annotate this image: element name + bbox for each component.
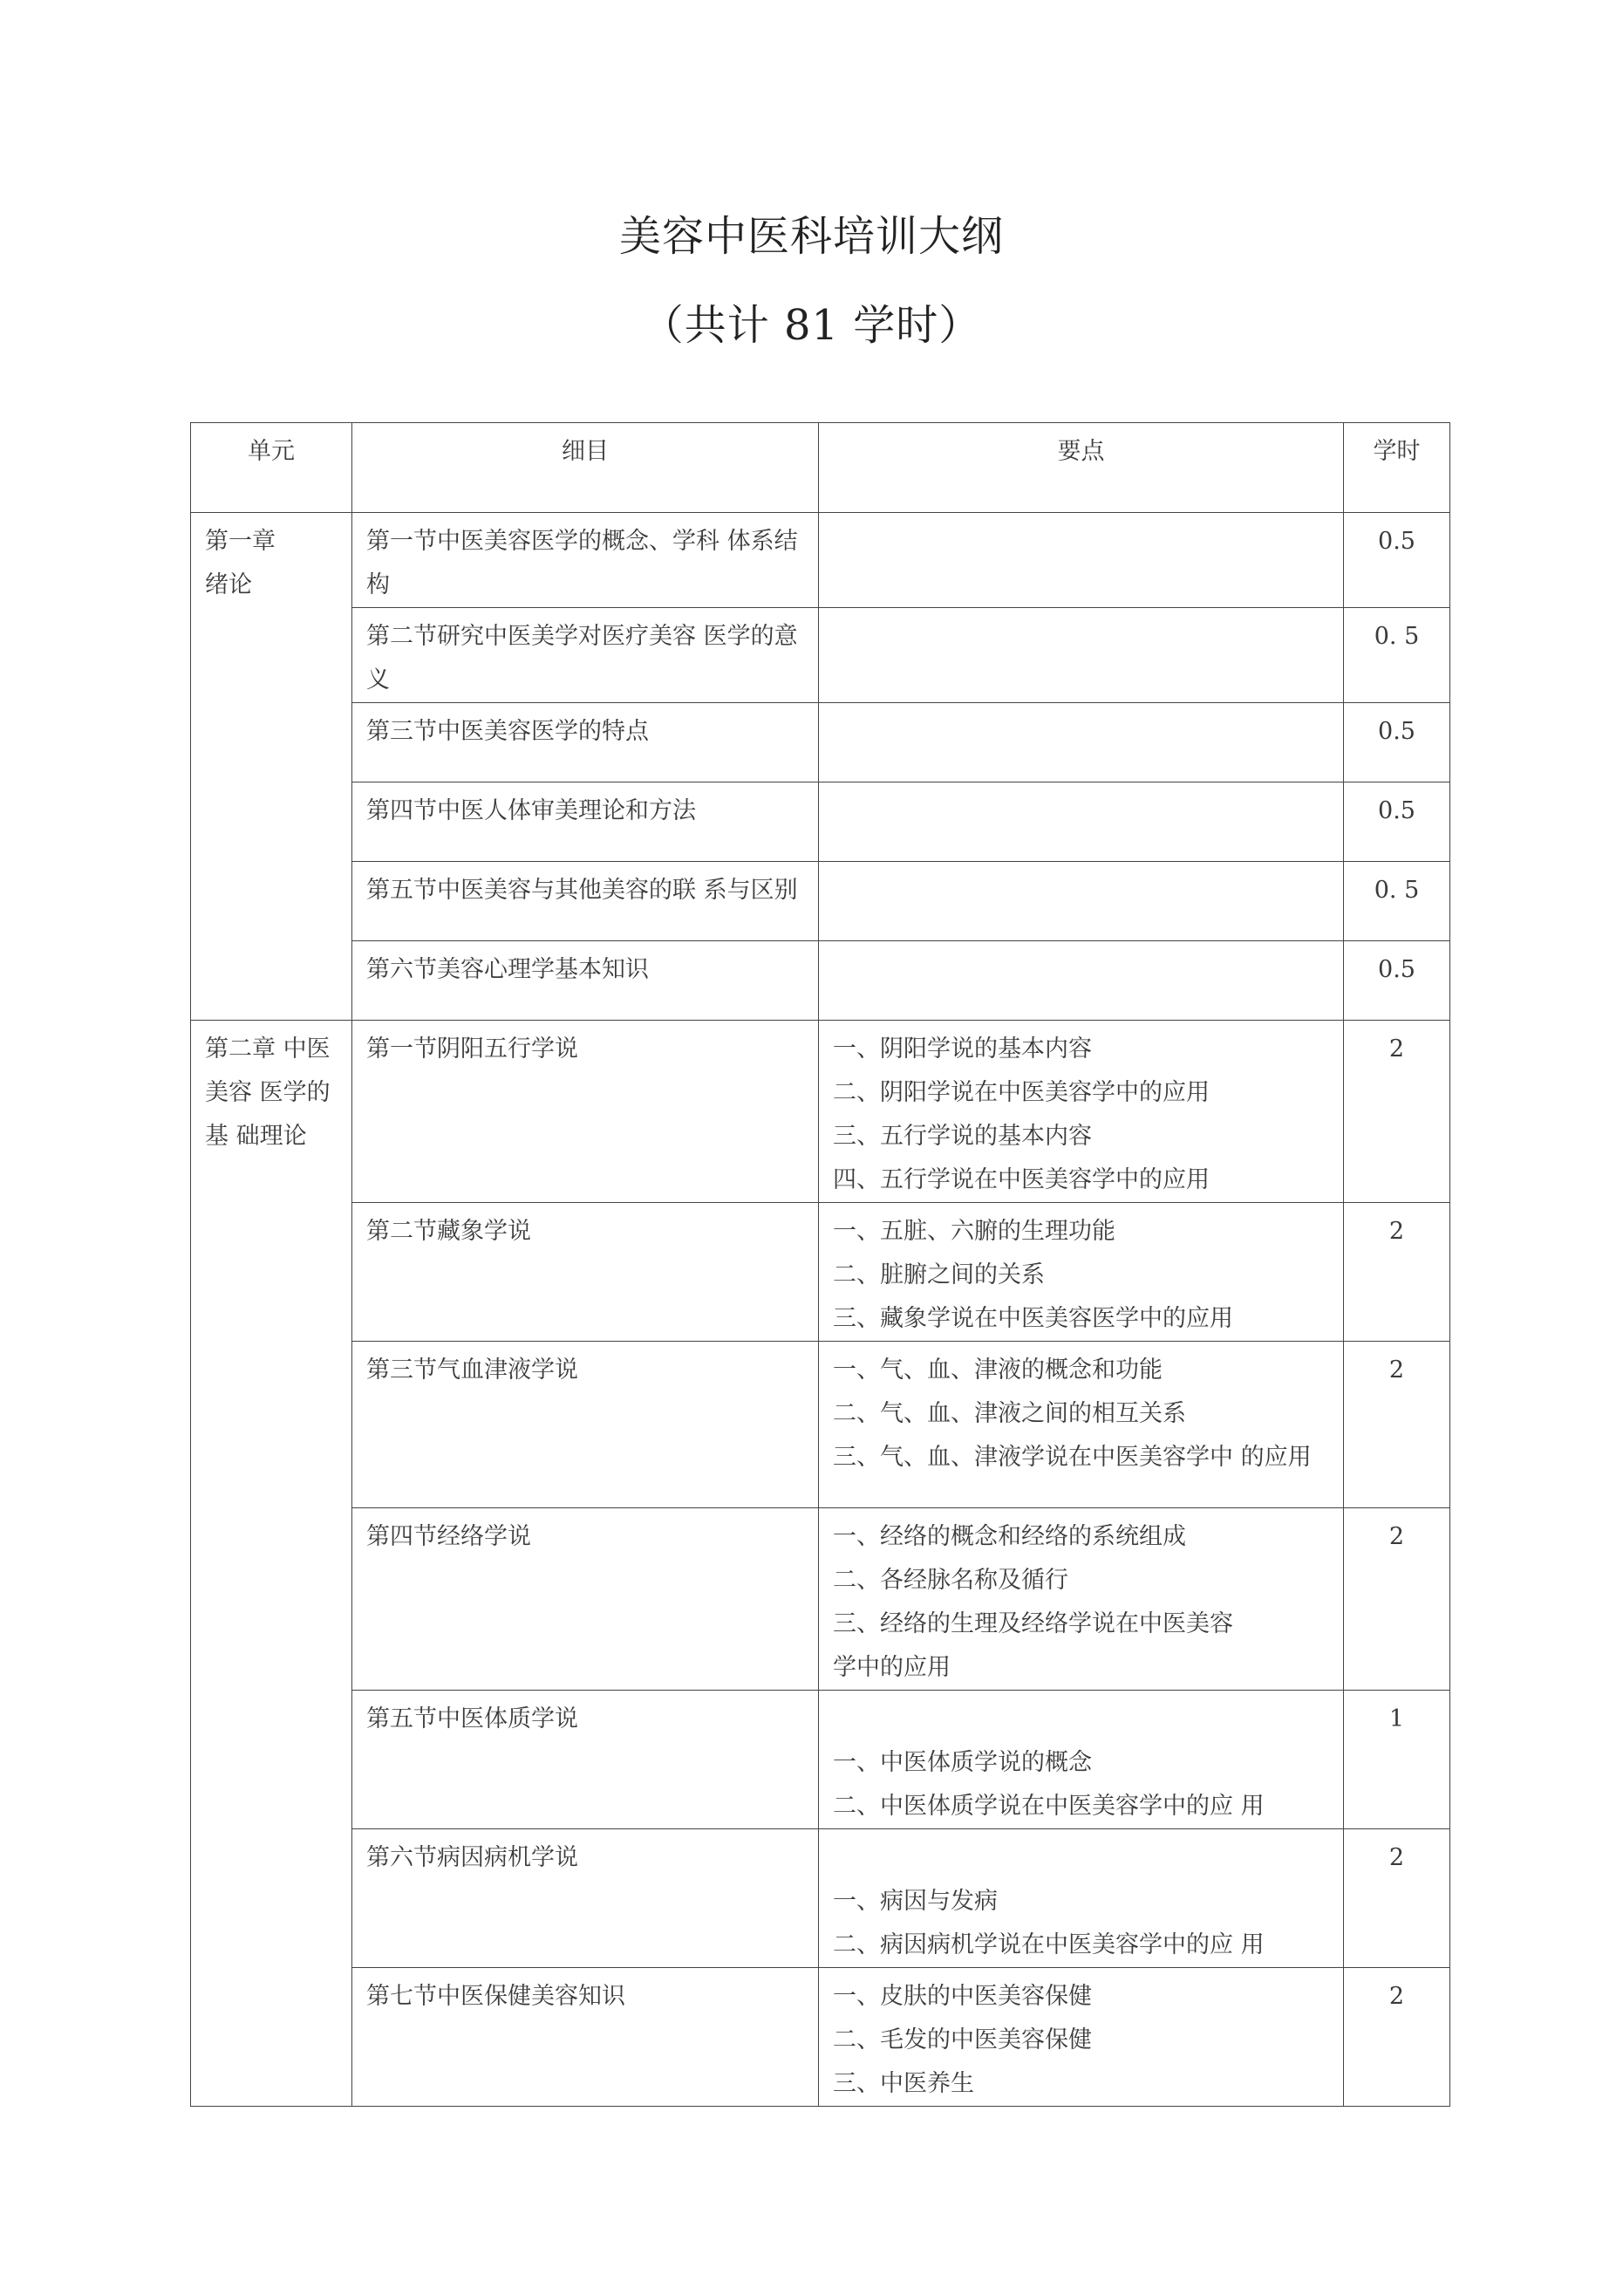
table-row bbox=[191, 703, 1450, 782]
item-cell: 第三节中医美容医学的特点 bbox=[352, 703, 819, 782]
table-row bbox=[191, 782, 1450, 862]
point-line: 一、经络的概念和经络的系统组成 bbox=[833, 1523, 1186, 1550]
hours-cell: 2 bbox=[1344, 1342, 1450, 1508]
points-cell bbox=[819, 608, 1344, 703]
item-cell: 第五节中医美容与其他美容的联 系与区别 bbox=[352, 862, 819, 941]
hours-cell: 0.5 bbox=[1344, 782, 1450, 862]
table-row bbox=[191, 941, 1450, 1021]
point-line: 一、五脏、六腑的生理功能 bbox=[833, 1218, 1115, 1245]
point-line: 一、阴阳学说的基本内容 bbox=[833, 1035, 1092, 1063]
chapter-unit-cell: 第二章 中医美容 医学的基 础理论 bbox=[191, 1021, 352, 2107]
hours-cell: 2 bbox=[1344, 1021, 1450, 1203]
points-cell bbox=[819, 1968, 1344, 2107]
chapter-unit-cell: 第一章 绪论 bbox=[191, 513, 352, 1021]
points-cell bbox=[819, 1829, 1344, 1968]
hours-cell: 0. 5 bbox=[1344, 608, 1450, 703]
item-cell: 第七节中医保健美容知识 bbox=[352, 1968, 819, 2107]
points-cell bbox=[819, 941, 1344, 1021]
point-line: 一、皮肤的中医美容保健 bbox=[833, 1983, 1092, 2010]
table-row bbox=[191, 608, 1450, 703]
table-row bbox=[191, 1691, 1450, 1829]
point-line: 一、中医体质学说的概念 bbox=[833, 1749, 1092, 1776]
points-cell bbox=[819, 1021, 1344, 1203]
item-cell: 第五节中医体质学说 bbox=[352, 1691, 819, 1829]
point-line: 四、五行学说在中医美容学中的应用 bbox=[833, 1166, 1210, 1193]
hours-cell: 1 bbox=[1344, 1691, 1450, 1829]
table-row bbox=[191, 862, 1450, 941]
point-line: 学中的应用 bbox=[833, 1654, 951, 1681]
item-cell: 第六节病因病机学说 bbox=[352, 1829, 819, 1968]
document-subtitle: （共计 81 学时） bbox=[641, 301, 982, 350]
item-cell: 第一节阴阳五行学说 bbox=[352, 1021, 819, 1203]
hours-cell: 0.5 bbox=[1344, 941, 1450, 1021]
points-cell bbox=[819, 1342, 1344, 1508]
item-cell: 第二节研究中医美学对医疗美容 医学的意义 bbox=[352, 608, 819, 703]
point-line: 三、五行学说的基本内容 bbox=[833, 1123, 1092, 1150]
table-row bbox=[191, 1021, 1450, 1203]
hours-cell: 0. 5 bbox=[1344, 862, 1450, 941]
table-header-row bbox=[191, 423, 1450, 513]
point-line: 一、病因与发病 bbox=[833, 1888, 998, 1915]
point-line: 一、气、血、津液的概念和功能 bbox=[833, 1356, 1163, 1384]
header-points: 要点 bbox=[819, 423, 1344, 513]
points-cell bbox=[819, 513, 1344, 608]
points-cell bbox=[819, 782, 1344, 862]
points-cell bbox=[819, 862, 1344, 941]
header-item: 细目 bbox=[352, 423, 819, 513]
points-cell bbox=[819, 1508, 1344, 1691]
hours-cell: 2 bbox=[1344, 1508, 1450, 1691]
point-line bbox=[833, 1698, 1329, 1741]
document-title: 美容中医科培训大纲 bbox=[618, 212, 1004, 261]
points-cell bbox=[819, 1203, 1344, 1342]
item-cell: 第三节气血津液学说 bbox=[352, 1342, 819, 1508]
hours-cell: 2 bbox=[1344, 1829, 1450, 1968]
item-cell: 第一节中医美容医学的概念、学科 体系结构 bbox=[352, 513, 819, 608]
hours-cell: 0.5 bbox=[1344, 513, 1450, 608]
hours-cell: 2 bbox=[1344, 1968, 1450, 2107]
header-unit: 单元 bbox=[191, 423, 352, 513]
point-line: 二、中医体质学说在中医美容学中的应 用 bbox=[833, 1793, 1265, 1820]
point-line: 三、经络的生理及经络学说在中医美容 bbox=[833, 1610, 1233, 1637]
point-line: 二、各经脉名称及循行 bbox=[833, 1567, 1068, 1594]
training-outline-table bbox=[190, 422, 1450, 2107]
point-line: 三、藏象学说在中医美容医学中的应用 bbox=[833, 1305, 1233, 1332]
item-cell: 第六节美容心理学基本知识 bbox=[352, 941, 819, 1021]
table-row bbox=[191, 513, 1450, 608]
table-row bbox=[191, 1342, 1450, 1508]
point-line: 二、脏腑之间的关系 bbox=[833, 1261, 1045, 1288]
table-row bbox=[191, 1508, 1450, 1691]
table-body bbox=[191, 513, 1450, 2107]
table-row bbox=[191, 1203, 1450, 1342]
table-row bbox=[191, 1968, 1450, 2107]
item-cell: 第四节中医人体审美理论和方法 bbox=[352, 782, 819, 862]
point-line: 二、阴阳学说在中医美容学中的应用 bbox=[833, 1079, 1210, 1106]
item-cell: 第二节藏象学说 bbox=[352, 1203, 819, 1342]
point-line: 二、气、血、津液之间的相互关系 bbox=[833, 1400, 1186, 1427]
hours-cell: 2 bbox=[1344, 1203, 1450, 1342]
header-hours: 学时 bbox=[1344, 423, 1450, 513]
points-cell bbox=[819, 703, 1344, 782]
point-line bbox=[833, 1836, 1329, 1880]
point-line: 二、病因病机学说在中医美容学中的应 用 bbox=[833, 1931, 1265, 1958]
item-cell: 第四节经络学说 bbox=[352, 1508, 819, 1691]
point-line: 三、气、血、津液学说在中医美容学中 的应用 bbox=[833, 1444, 1312, 1471]
hours-cell: 0.5 bbox=[1344, 703, 1450, 782]
point-line: 二、毛发的中医美容保健 bbox=[833, 2026, 1092, 2053]
points-cell bbox=[819, 1691, 1344, 1829]
point-line: 三、中医养生 bbox=[833, 2070, 974, 2097]
table-row bbox=[191, 1829, 1450, 1968]
